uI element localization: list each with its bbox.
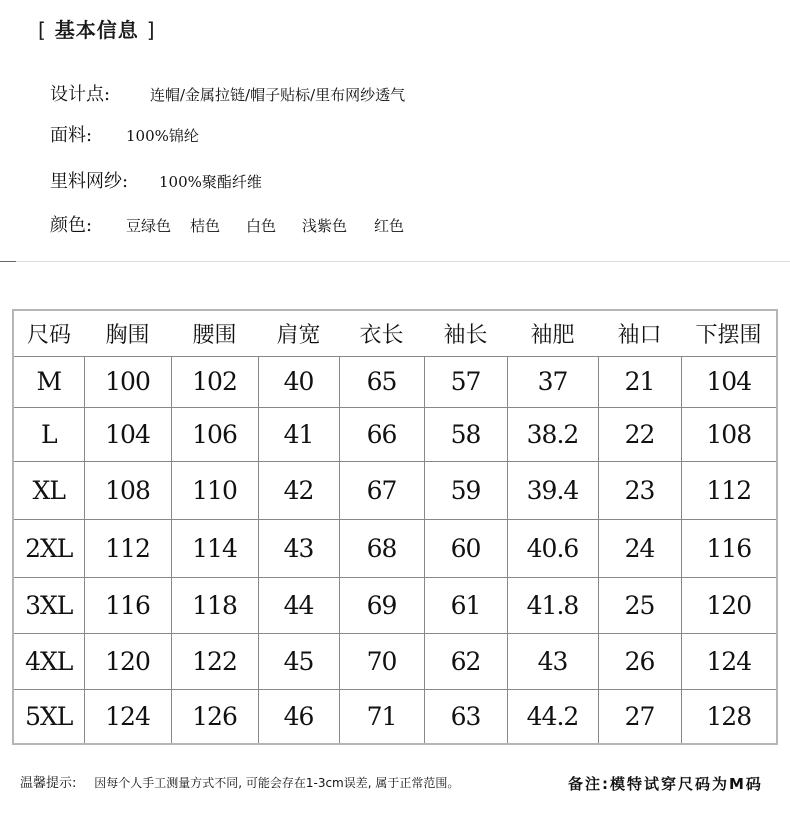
cell: 21 bbox=[598, 356, 681, 407]
cell: 120 bbox=[681, 577, 777, 633]
color-option: 桔色 bbox=[190, 217, 221, 235]
cell: 2XL bbox=[13, 519, 84, 577]
cell: M bbox=[13, 356, 84, 407]
cell: 38.2 bbox=[507, 407, 598, 461]
header-length: 衣长 bbox=[339, 310, 424, 356]
cell: 27 bbox=[598, 689, 681, 744]
cell: 70 bbox=[339, 633, 424, 689]
info-lining bbox=[50, 167, 262, 193]
color-list bbox=[126, 215, 404, 236]
tip-label: 温馨提示: bbox=[20, 776, 77, 791]
table-row bbox=[13, 577, 777, 633]
cell: 69 bbox=[339, 577, 424, 633]
cell: 124 bbox=[681, 633, 777, 689]
cell: 37 bbox=[507, 356, 598, 407]
cell: 108 bbox=[84, 461, 171, 519]
header-size: 尺码 bbox=[13, 310, 84, 356]
cell: 122 bbox=[171, 633, 258, 689]
cell: 26 bbox=[598, 633, 681, 689]
cell: 124 bbox=[84, 689, 171, 744]
cell: 63 bbox=[424, 689, 507, 744]
cell: 100 bbox=[84, 356, 171, 407]
design-label: 设计点: bbox=[50, 84, 111, 105]
cell: 108 bbox=[681, 407, 777, 461]
cell: 106 bbox=[171, 407, 258, 461]
fabric-label: 面料: bbox=[50, 125, 93, 146]
header-sleeve-length: 袖长 bbox=[424, 310, 507, 356]
cell: L bbox=[13, 407, 84, 461]
bracket-close: ] bbox=[146, 18, 156, 42]
color-option: 浅紫色 bbox=[302, 217, 348, 235]
cell: 60 bbox=[424, 519, 507, 577]
header-sleeve-width: 袖肥 bbox=[507, 310, 598, 356]
header-waist: 腰围 bbox=[171, 310, 258, 356]
header-hem: 下摆围 bbox=[681, 310, 777, 356]
cell: 24 bbox=[598, 519, 681, 577]
cell: 104 bbox=[84, 407, 171, 461]
cell: 67 bbox=[339, 461, 424, 519]
section-title-text: 基本信息 bbox=[54, 18, 139, 42]
cell: 112 bbox=[681, 461, 777, 519]
cell: 128 bbox=[681, 689, 777, 744]
cell: 114 bbox=[171, 519, 258, 577]
cell: 4XL bbox=[13, 633, 84, 689]
cell: 118 bbox=[171, 577, 258, 633]
cell: 45 bbox=[258, 633, 339, 689]
table-row bbox=[13, 407, 777, 461]
fabric-value: 100%锦纶 bbox=[126, 127, 199, 145]
header-cuff: 袖口 bbox=[598, 310, 681, 356]
color-option: 红色 bbox=[374, 217, 405, 235]
table-header-row bbox=[13, 310, 777, 356]
cell: 22 bbox=[598, 407, 681, 461]
cell: 39.4 bbox=[507, 461, 598, 519]
cell: 23 bbox=[598, 461, 681, 519]
header-chest: 胸围 bbox=[84, 310, 171, 356]
bracket-open: [ bbox=[38, 18, 47, 42]
cell: 110 bbox=[171, 461, 258, 519]
color-option: 豆绿色 bbox=[126, 217, 172, 235]
cell: 61 bbox=[424, 577, 507, 633]
lining-value: 100%聚酯纤维 bbox=[159, 173, 262, 191]
cell: 66 bbox=[339, 407, 424, 461]
header-shoulder: 肩宽 bbox=[258, 310, 339, 356]
cell: 68 bbox=[339, 519, 424, 577]
tip-note bbox=[20, 772, 459, 791]
colors-label: 颜色: bbox=[50, 215, 93, 236]
cell: 25 bbox=[598, 577, 681, 633]
divider bbox=[0, 261, 790, 262]
cell: 43 bbox=[258, 519, 339, 577]
size-table bbox=[12, 309, 778, 745]
cell: 65 bbox=[339, 356, 424, 407]
info-design bbox=[50, 80, 405, 106]
design-value: 连帽/金属拉链/帽子贴标/里布网纱透气 bbox=[150, 86, 406, 104]
cell: 71 bbox=[339, 689, 424, 744]
cell: 40.6 bbox=[507, 519, 598, 577]
cell: 112 bbox=[84, 519, 171, 577]
cell: 62 bbox=[424, 633, 507, 689]
cell: 43 bbox=[507, 633, 598, 689]
cell: 3XL bbox=[13, 577, 84, 633]
cell: 104 bbox=[681, 356, 777, 407]
cell: 126 bbox=[171, 689, 258, 744]
cell: 57 bbox=[424, 356, 507, 407]
tip-text: 因每个人手工测量方式不同, 可能会存在1-3cm误差, 属于正常范围。 bbox=[94, 776, 460, 790]
section-title bbox=[38, 14, 156, 43]
table-row bbox=[13, 461, 777, 519]
cell: 102 bbox=[171, 356, 258, 407]
table-row bbox=[13, 633, 777, 689]
table-row bbox=[13, 689, 777, 744]
info-colors bbox=[50, 211, 404, 237]
cell: 40 bbox=[258, 356, 339, 407]
cell: 41.8 bbox=[507, 577, 598, 633]
cell: 44.2 bbox=[507, 689, 598, 744]
cell: 42 bbox=[258, 461, 339, 519]
cell: 44 bbox=[258, 577, 339, 633]
cell: 46 bbox=[258, 689, 339, 744]
cell: 59 bbox=[424, 461, 507, 519]
model-remark: 备注:模特试穿尺码为M码 bbox=[568, 775, 763, 793]
table-row bbox=[13, 356, 777, 407]
cell: 41 bbox=[258, 407, 339, 461]
cell: 116 bbox=[84, 577, 171, 633]
cell: XL bbox=[13, 461, 84, 519]
info-fabric bbox=[50, 121, 199, 147]
cell: 116 bbox=[681, 519, 777, 577]
color-option: 白色 bbox=[246, 217, 277, 235]
cell: 5XL bbox=[13, 689, 84, 744]
cell: 120 bbox=[84, 633, 171, 689]
table-row bbox=[13, 519, 777, 577]
cell: 58 bbox=[424, 407, 507, 461]
lining-label: 里料网纱: bbox=[50, 171, 129, 192]
